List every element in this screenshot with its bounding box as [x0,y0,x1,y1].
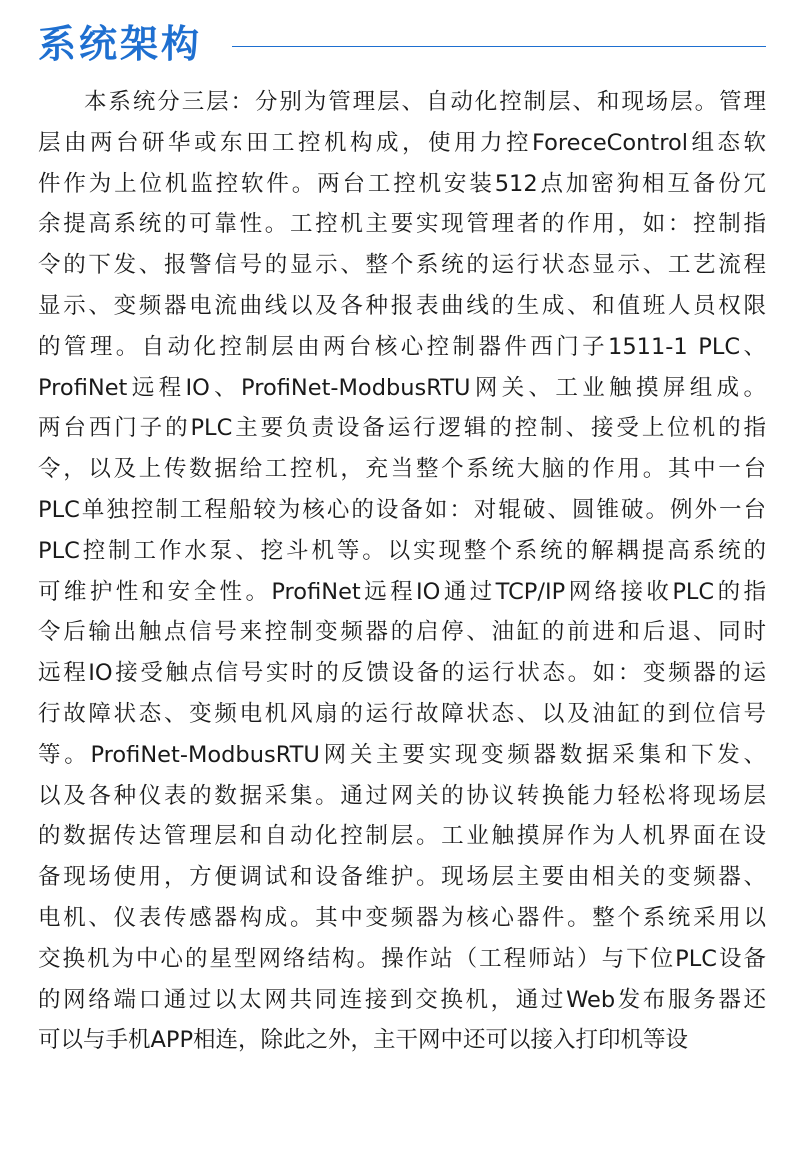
text-line: ProfiNet远程IO、ProfiNet-ModbusRTU网关、工业触摸屏组成。 [38,374,766,401]
text-line: 电机、仪表传感器构成。其中变频器为核心器件。整个系统采用以 [38,904,766,931]
text-line: 可以与手机APP相连，除此之外，主干网中还可以接入打印机等设 [38,1027,689,1054]
text-line: 远程IO接受触点信号实时的反馈设备的运行状态。如：变频器的运 [38,660,766,687]
text-line: 余提高系统的可靠性。工控机主要实现管理者的作用，如：控制指 [38,211,766,238]
text-line: 行故障状态、变频电机风扇的运行故障状态、以及油缸的到位信号 [38,700,766,727]
text-line: 令的下发、报警信号的显示、整个系统的运行状态显示、工艺流程 [38,252,766,279]
text-line: 等。ProfiNet-ModbusRTU网关主要实现变频器数据采集和下发、 [38,741,766,768]
text-line: 的网络端口通过以太网共同连接到交换机，通过Web发布服务器还 [38,986,766,1013]
text-line: 显示、变频器电流曲线以及各种报表曲线的生成、和值班人员权限 [38,292,766,319]
text-line: 交换机为中心的星型网络结构。操作站（工程师站）与下位PLC设备 [38,945,766,972]
text-line: 备现场使用，方便调试和设备维护。现场层主要由相关的变频器、 [38,864,766,891]
title-divider-line [232,46,766,47]
text-line: 件作为上位机监控软件。两台工控机安装512点加密狗相互备份冗 [38,170,766,197]
text-line: 可维护性和安全性。ProfiNet远程IO通过TCP/IP网络接收PLC的指 [38,578,766,605]
body-paragraph [38,82,766,1061]
text-line: 层由两台研华或东田工控机构成，使用力控ForeceControl组态软 [38,129,766,156]
section-header [38,12,766,72]
text-line: 两台西门子的PLC主要负责设备运行逻辑的控制、接受上位机的指 [38,415,766,442]
page-title: 系统架构 [38,22,203,66]
text-line: 令后输出触点信号来控制变频器的启停、油缸的前进和后退、同时 [38,619,766,646]
text-line: 的数据传达管理层和自动化控制层。工业触摸屏作为人机界面在设 [38,823,766,850]
text-line: PLC控制工作水泵、挖斗机等。以实现整个系统的解耦提高系统的 [38,537,766,564]
text-line: 本系统分三层：分别为管理层、自动化控制层、和现场层。管理 [84,89,766,115]
text-line: 令，以及上传数据给工控机，充当整个系统大脑的作用。其中一台 [38,456,766,483]
text-line: 以及各种仪表的数据采集。通过网关的协议转换能力轻松将现场层 [38,782,766,809]
text-line: 的管理。自动化控制层由两台核心控制器件西门子1511-1 PLC、 [38,333,766,360]
text-line: PLC单独控制工程船较为核心的设备如：对辊破、圆锥破。例外一台 [38,496,766,523]
